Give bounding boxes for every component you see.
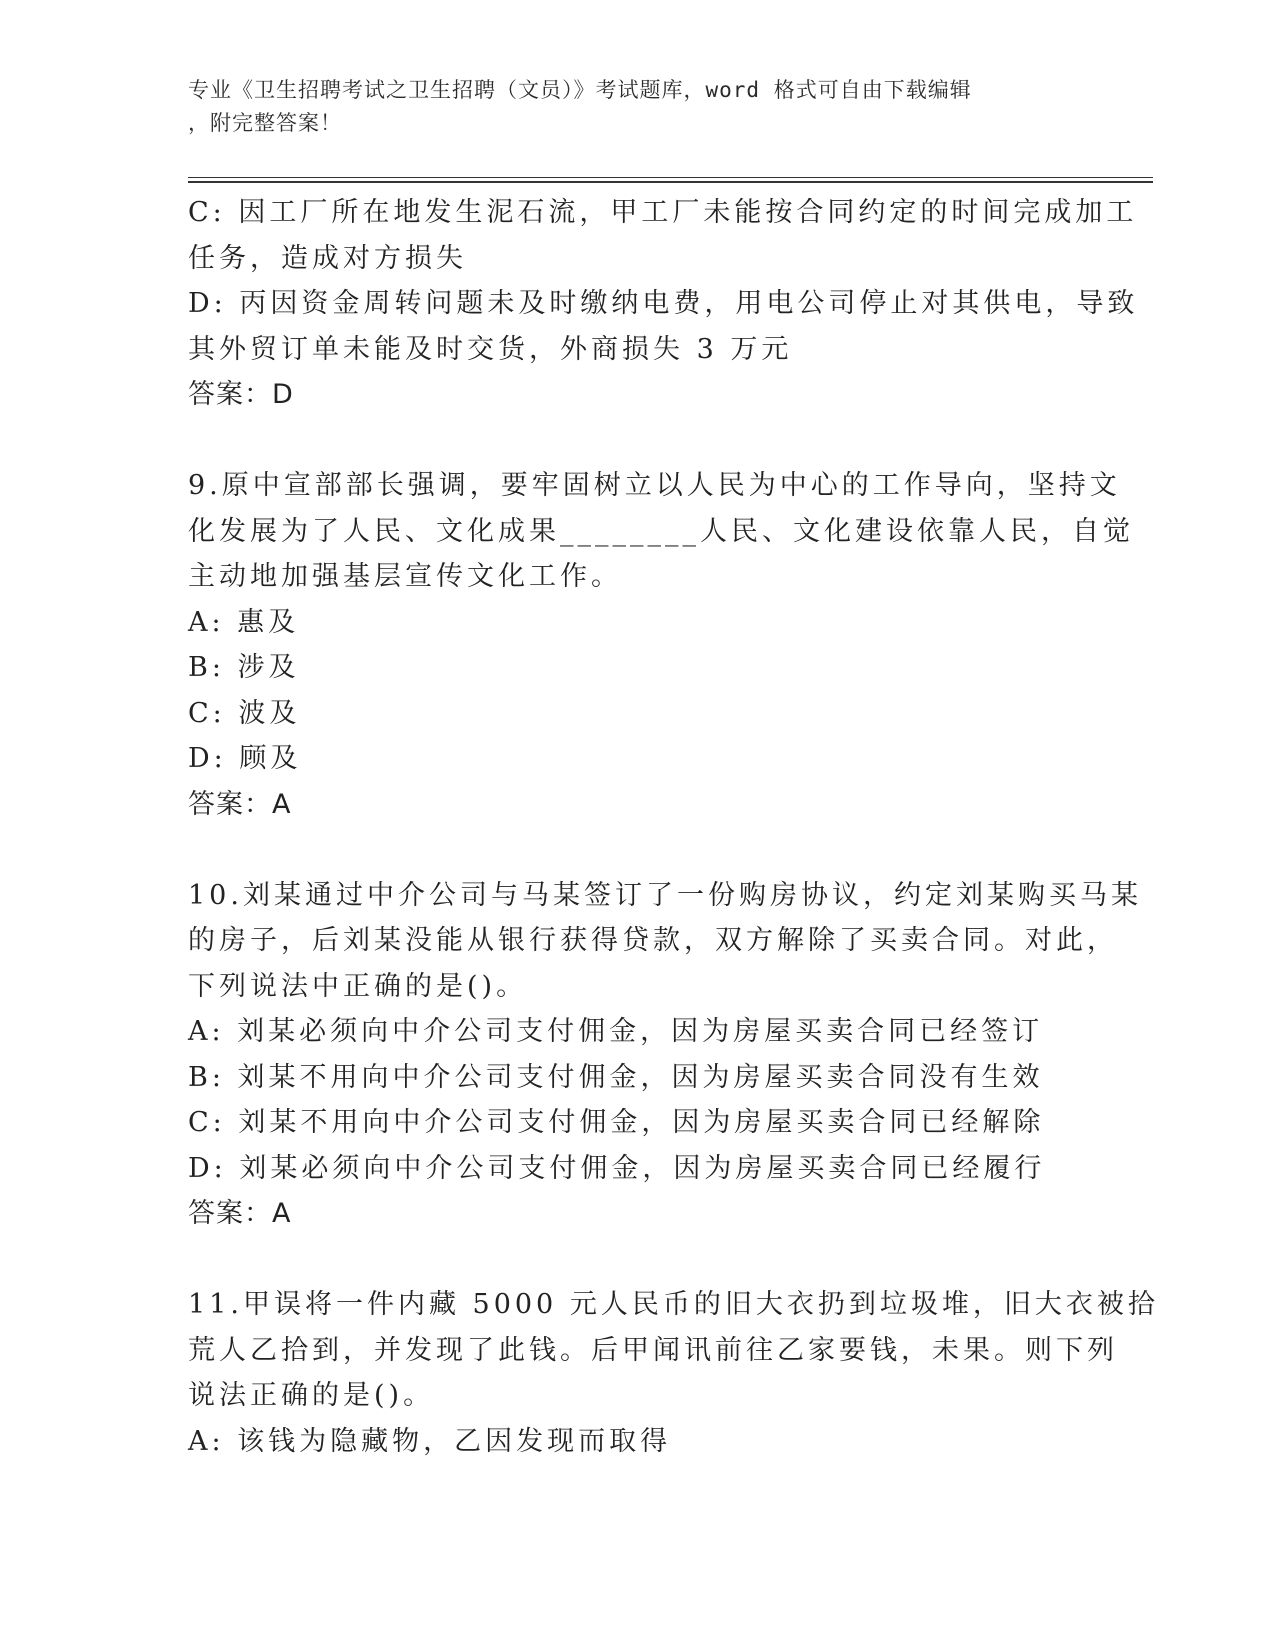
- spacer: [188, 1237, 1088, 1283]
- document-header: [188, 74, 1068, 140]
- option-c: C: 波及: [188, 697, 301, 729]
- previous-question-tail: [188, 190, 1139, 418]
- answer-line: 答案：A: [188, 1198, 292, 1229]
- question-text-line-3: 说法正确的是()。: [188, 1380, 435, 1411]
- question-text-line-2: 荒人乙拾到，并发现了此钱。后甲闻讯前往乙家要钱，未果。则下列: [188, 1334, 1118, 1366]
- question-text-line-2: 的房子，后刘某没能从银行获得贷款，双方解除了买卖合同。对此，: [188, 925, 1118, 956]
- question-text-line-3: 主动地加强基层宣传文化工作。: [188, 561, 622, 592]
- option-d: D: 刘某必须向中介公司支付佣金，因为房屋买卖合同已经履行: [188, 1152, 1046, 1184]
- option-c: C: 刘某不用向中介公司支付佣金，因为房屋买卖合同已经解除: [188, 1107, 1045, 1138]
- question-11: [188, 1282, 1159, 1464]
- header-divider-thick: [188, 181, 1153, 183]
- question-text-line-1: 9.原中宣部部长强调，要牢固树立以人民为中心的工作导向，坚持文: [188, 470, 1121, 501]
- option-c-line-2: 任务，造成对方损失: [188, 242, 467, 274]
- question-10: [188, 873, 1142, 1237]
- option-b: B: 涉及: [188, 652, 300, 683]
- answer-line: 答案：A: [188, 788, 292, 820]
- option-a: A: 该钱为隐藏物，乙因发现而取得: [188, 1425, 672, 1457]
- option-d: D: 顾及: [188, 743, 302, 774]
- option-a: A: 刘某必须向中介公司支付佣金，因为房屋买卖合同已经签订: [188, 1016, 1044, 1047]
- question-text-line-1: 10.刘某通过中介公司与马某签订了一份购房协议，约定刘某购买马某: [188, 879, 1142, 911]
- spacer: [188, 827, 1088, 873]
- question-content: [188, 190, 1159, 1464]
- question-text-line-3: 下列说法中正确的是()。: [188, 970, 528, 1002]
- spacer: [188, 418, 1088, 464]
- option-c-line-1: C: 因工厂所在地发生泥石流，甲工厂未能按合同约定的时间完成加工: [188, 197, 1138, 228]
- header-line-2: ，附完整答案！: [188, 111, 342, 135]
- question-text-line-1: 11.甲误将一件内藏 5000 元人民币的旧大衣扔到垃圾堆，旧大衣被拾: [188, 1289, 1159, 1320]
- option-b: B: 刘某不用向中介公司支付佣金，因为房屋买卖合同没有生效: [188, 1061, 1044, 1093]
- question-text-line-2: 化发展为了人民、文化成果________人民、文化建设依靠人民，自觉: [188, 515, 1134, 547]
- header-line-1: 专业《卫生招聘考试之卫生招聘（文员）》考试题库，word 格式可自由下载编辑: [188, 78, 972, 102]
- question-9: [188, 463, 1134, 827]
- option-a: A: 惠及: [188, 606, 300, 638]
- answer-line: 答案：D: [188, 379, 294, 410]
- option-d-line-2: 其外贸订单未能及时交货，外商损失 3 万元: [188, 333, 793, 365]
- header-divider-thin: [188, 177, 1153, 178]
- option-d-line-1: D: 丙因资金周转问题未及时缴纳电费，用电公司停止对其供电，导致: [188, 288, 1139, 319]
